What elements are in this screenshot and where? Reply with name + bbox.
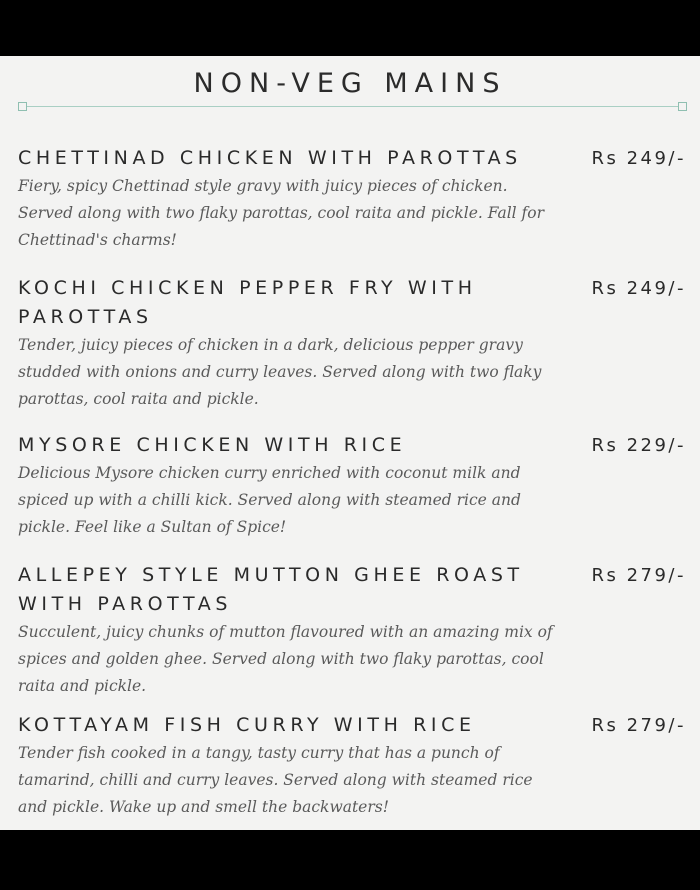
item-description: Delicious Mysore chicken curry enriched with coconut milk and spiced up with a chilli kick. Served along with steamed rice and pickle. Feel like a Sultan of Spice! (18, 464, 521, 536)
item-price: Rs 279/- (591, 565, 686, 586)
item-price: Rs 249/- (591, 278, 686, 299)
menu-item-allepey-mutton (18, 561, 686, 700)
divider-left-end (18, 102, 27, 111)
item-price: Rs 279/- (591, 715, 686, 736)
item-name: CHETTINAD CHICKEN WITH PAROTTAS (18, 147, 522, 169)
menu-card (0, 56, 700, 830)
item-description: Fiery, spicy Chettinad style gravy with juicy pieces of chicken. Served along with two flaky parottas, cool raita and pickle. Fall for Chettinad's charms! (18, 177, 545, 249)
item-price: Rs 229/- (591, 435, 686, 456)
menu-item-kottayam-fish (18, 711, 686, 821)
item-name: MYSORE CHICKEN WITH RICE (18, 434, 407, 456)
item-description: Tender, juicy pieces of chicken in a dark, delicious pepper gravy studded with onions and curry leaves. Served along with two flaky parottas, cool raita and pickle. (18, 336, 542, 408)
item-name: KOCHI CHICKEN PEPPER FRY WITH PAROTTAS (18, 277, 477, 328)
item-name: ALLEPEY STYLE MUTTON GHEE ROAST WITH PAROTTAS (18, 564, 524, 615)
menu-item-chettinad-chicken (18, 144, 686, 254)
divider-right-end (678, 102, 687, 111)
menu-title: NON-VEG MAINS (193, 68, 507, 99)
item-price: Rs 249/- (591, 148, 686, 169)
item-description: Tender fish cooked in a tangy, tasty curry that has a punch of tamarind, chilli and curry leaves. Served along with steamed rice and pickle. Wake up and smell the backwaters! (18, 744, 533, 816)
item-name: KOTTAYAM FISH CURRY WITH RICE (18, 714, 476, 736)
title-divider (22, 106, 684, 107)
item-description: Succulent, juicy chunks of mutton flavoured with an amazing mix of spices and golden ghee. Served along with two flaky parottas, cool raita and pickle. (18, 623, 553, 695)
menu-item-mysore-chicken (18, 431, 686, 541)
menu-item-kochi-chicken (18, 274, 686, 413)
